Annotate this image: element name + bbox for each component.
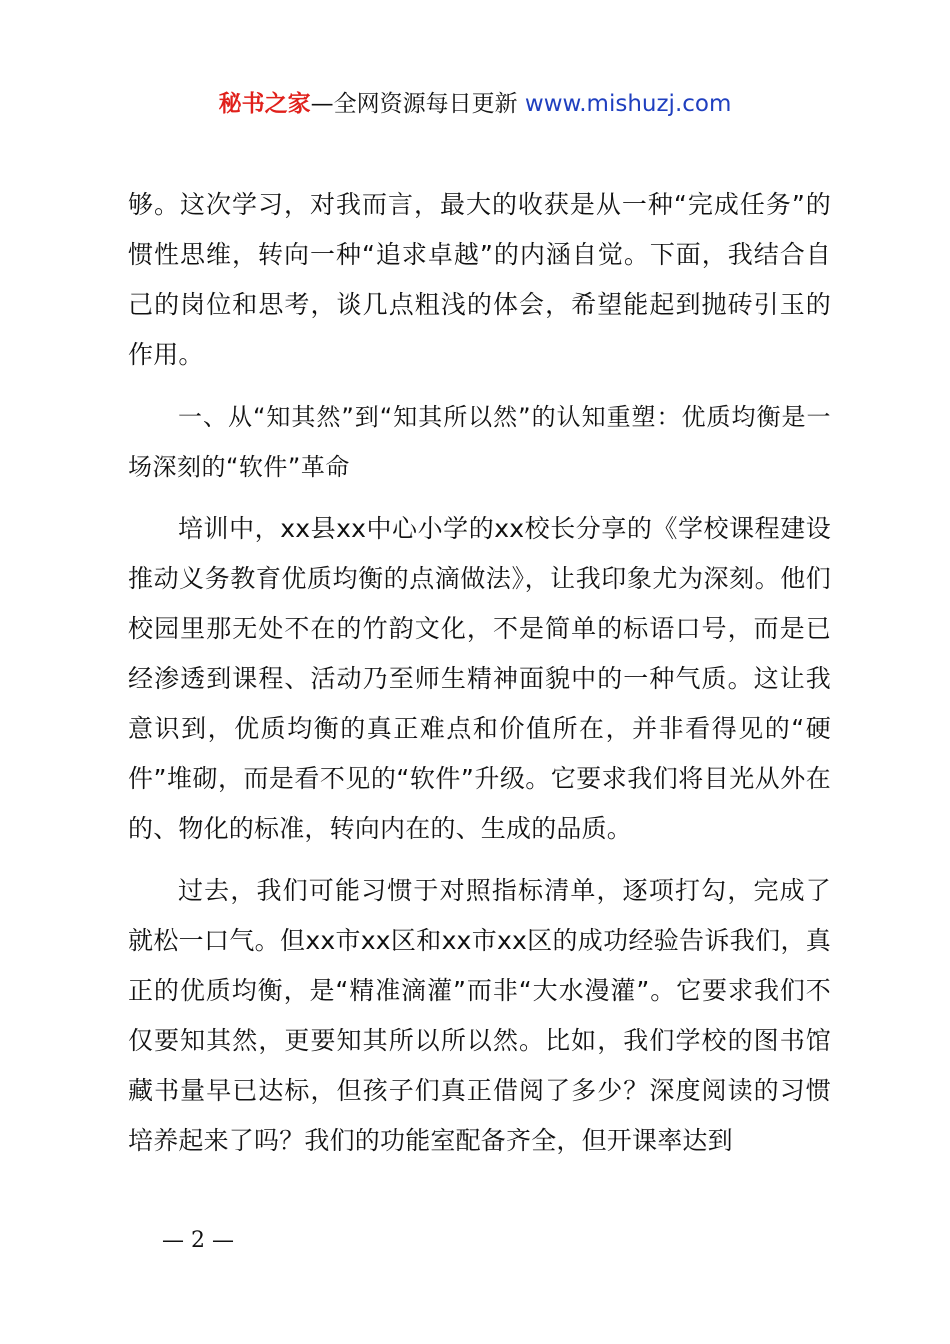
paragraph-continued: 够。这次学习，对我而言，最大的收获是从一种“完成任务”的惯性思维，转向一种“追求卓越”的内涵自觉。下面，我结合自己的岗位和思考，谈几点粗浅的体会，希望能起到抛砖引玉的作用。 — [128, 190, 831, 369]
header-tagline: —全网资源每日更新 — [310, 91, 525, 117]
section-heading: 一、从“知其然”到“知其所以然”的认知重塑：优质均衡是一场深刻的“软件”革命 — [128, 403, 831, 481]
page-header — [0, 88, 950, 120]
page-number: — 2 — — [162, 1228, 234, 1253]
paragraph-training: 培训中，xx县xx中心小学的xx校长分享的《学校课程建设推动义务教育优质均衡的点滴做法》，让我印象尤为深刻。他们校园里那无处不在的竹韵文化，不是简单的标语口号，而是已经渗透到课程、活动乃至师生精神面貌中的一种气质。这让我意识到，优质均衡的真正难点和价值所在，并非看得见的“硬件”堆砌，而是看不见的“软件”升级。它要求我们将目光从外在的、物化的标准，转向内在的、生成的品质。 — [128, 514, 831, 843]
brand-name: 秘书之家 — [218, 91, 311, 117]
paragraph-past: 过去，我们可能习惯于对照指标清单，逐项打勾，完成了就松一口气。但xx市xx区和xx市xx区的成功经验告诉我们，真正的优质均衡，是“精准滴灌”而非“大水漫灌”。它要求我们不仅要知其然，更要知其所以所以然。比如，我们学校的图书馆藏书量早已达标，但孩子们真正借阅了多少？深度阅读的习惯培养起来了吗？我们的功能室配备齐全，但开课率达到 — [128, 876, 831, 1155]
header-url[interactable]: www.mishuzj.com — [524, 91, 732, 117]
document-body — [128, 180, 831, 1166]
